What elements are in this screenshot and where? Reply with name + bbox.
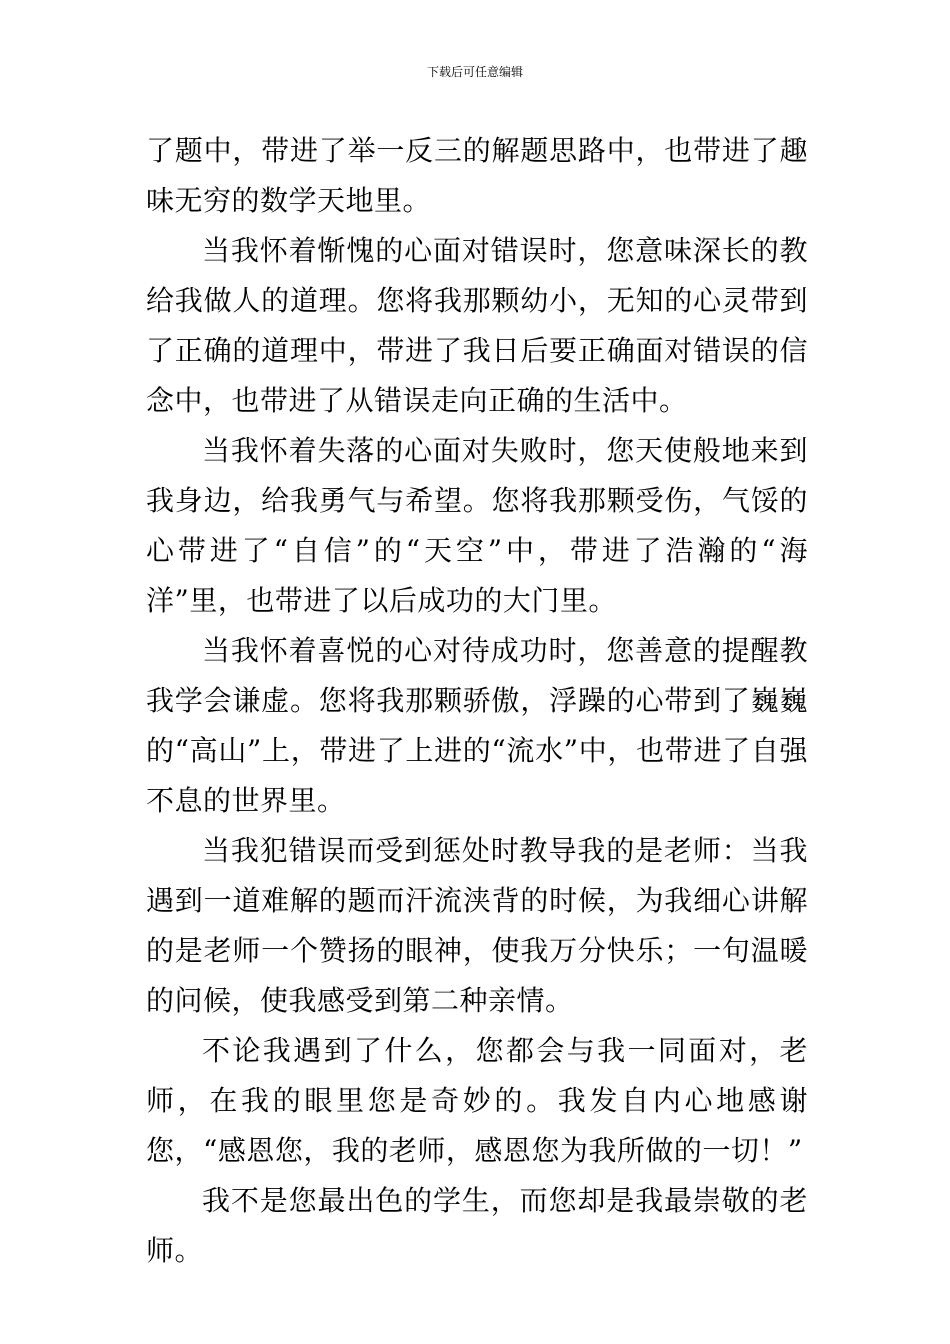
paragraph: 当我犯错误而受到惩处时教导我的是老师：当我遇到一道难解的题而汗流浃背的时候，为我细心讲解的是老师一个赞扬的眼神，使我万分快乐；一句温暖的问候，使我感受到第二种亲情。 <box>146 834 808 1017</box>
paragraph: 当我怀着喜悦的心对待成功时，您善意的提醒教我学会谦虚。您将我那颗骄傲，浮躁的心带到了巍巍的“高山”上，带进了上进的“流水”中，也带进了自强不息的世界里。 <box>146 634 808 817</box>
paragraph-continuation: 了题中，带进了举一反三的解题思路中，也带进了趣味无穷的数学天地里。 <box>146 134 808 217</box>
paragraph: 当我怀着惭愧的心面对错误时，您意味深长的教给我做人的道理。您将我那颗幼小，无知的心灵带到了正确的道理中，带进了我日后要正确面对错误的信念中，也带进了从错误走向正确的生活中。 <box>146 234 808 417</box>
page-header: 下载后可任意编辑 <box>426 65 523 79</box>
paragraph: 当我怀着失落的心面对失败时，您天使般地来到我身边，给我勇气与希望。您将我那颗受伤，气馁的心带进了“自信”的“天空”中，带进了浩瀚的“海洋”里，也带进了以后成功的大门里。 <box>146 434 808 617</box>
paragraph: 我不是您最出色的学生，而您却是我最崇敬的老师。 <box>146 1184 808 1267</box>
document-body <box>146 126 808 1276</box>
paragraph: 不论我遇到了什么，您都会与我一同面对，老师，在我的眼里您是奇妙的。我发自内心地感谢您，“感恩您，我的老师，感恩您为我所做的一切！” <box>146 1034 808 1167</box>
